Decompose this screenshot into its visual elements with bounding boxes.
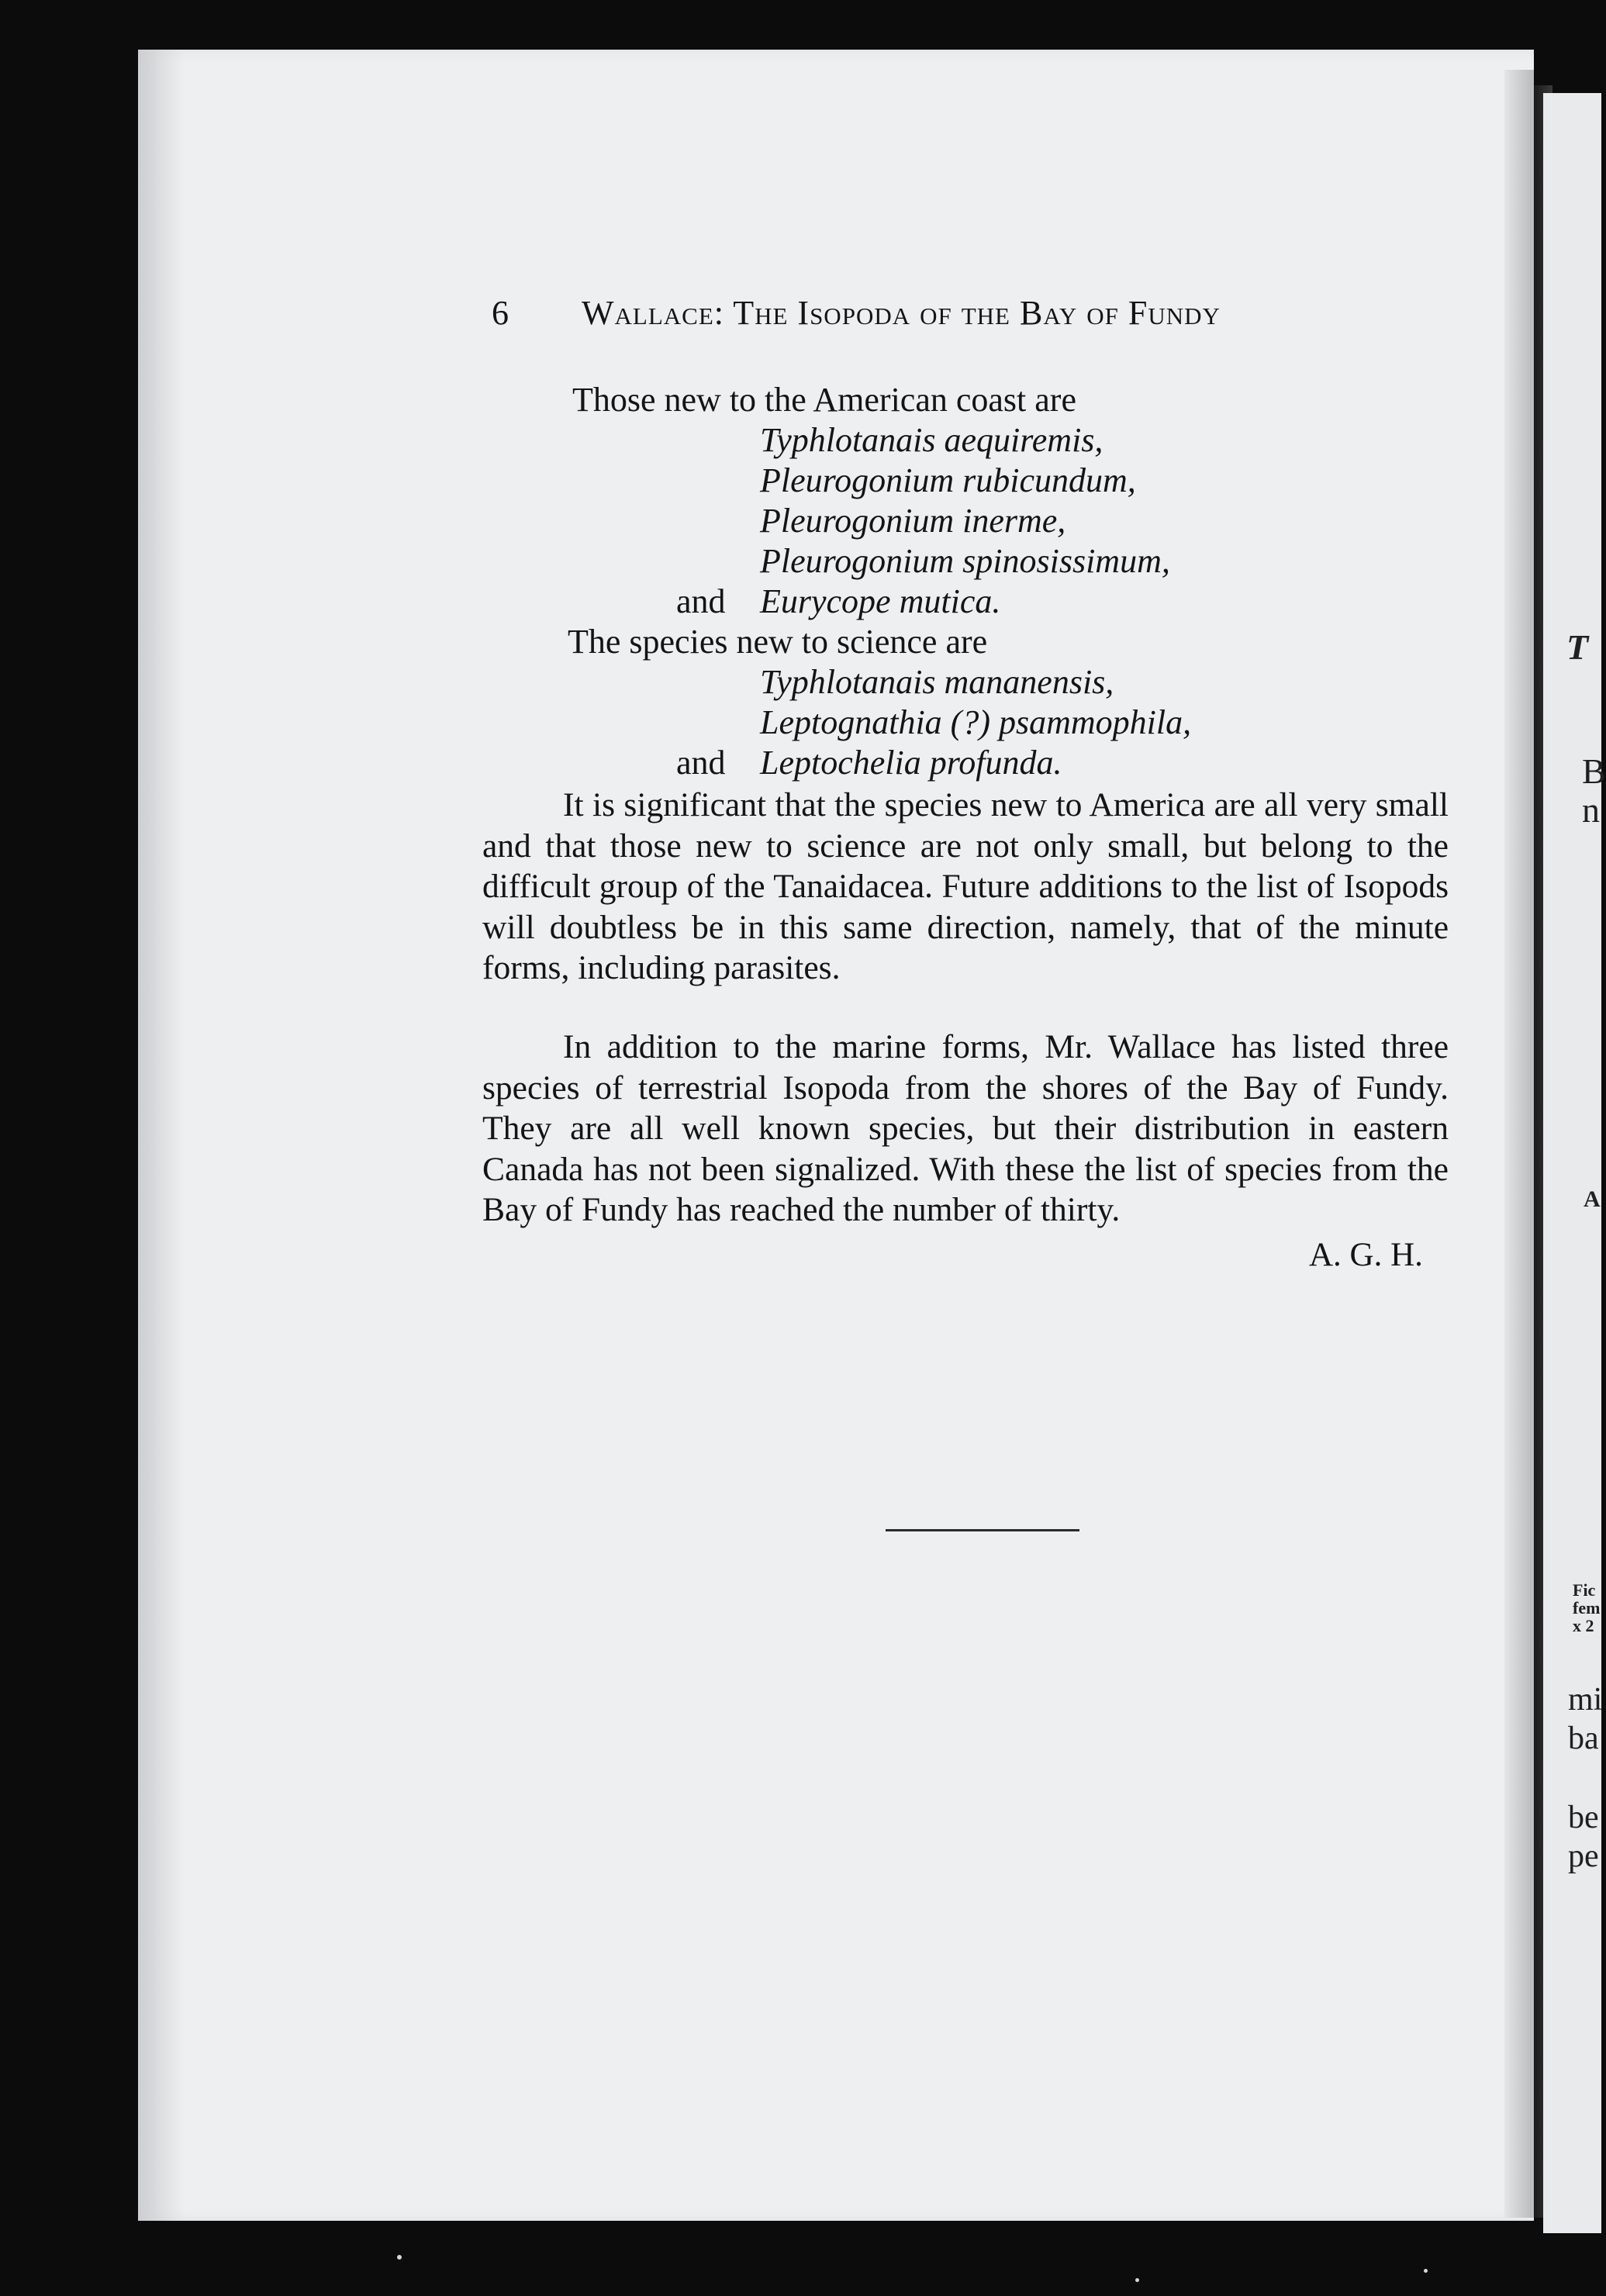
adjacent-fragment: pe [1568, 1839, 1599, 1874]
species-item: Eurycope mutica. [760, 582, 1001, 620]
adjacent-fragment: Fic [1573, 1580, 1596, 1600]
page-binding-shadow [138, 50, 185, 2221]
adjacent-fragment: be [1568, 1800, 1599, 1835]
adjacent-fragment: A [1584, 1186, 1601, 1212]
adjacent-fragment: B [1582, 751, 1606, 791]
conjunction-and: and [676, 744, 726, 782]
page-number: 6 [492, 294, 509, 332]
running-header [492, 293, 1422, 340]
adjacent-fragment: T [1566, 627, 1589, 667]
list-intro-american: Those new to the American coast are [572, 381, 1076, 419]
film-speck [1424, 2269, 1428, 2273]
adjacent-fragment: mi [1568, 1682, 1603, 1718]
author-initials: A. G. H. [1309, 1237, 1423, 1273]
species-item: Leptochelia profunda. [760, 744, 1062, 782]
species-item: Typhlotanais aequiremis, [760, 421, 1103, 459]
running-title: Wallace: The Isopoda of the Bay of Fundy [582, 294, 1221, 332]
section-divider [886, 1529, 1079, 1531]
species-item: Pleurogonium inerme, [760, 502, 1066, 540]
adjacent-fragment: fem [1573, 1598, 1601, 1618]
body-paragraph: It is significant that the species new to America are all very small and that those new to science are not only small, but belong to the difficult group of the Tanaidacea. Future additions to the list of Isopods will doubtless be in this same direction, namely, that of the minute forms, including parasites. [482, 786, 1449, 986]
list-intro-science: The species new to science are [568, 623, 988, 661]
adjacent-fragment: n [1582, 790, 1600, 830]
adjacent-page [1543, 93, 1601, 2233]
species-item: Typhlotanais mananensis, [760, 663, 1114, 701]
adjacent-fragment: ba [1568, 1721, 1599, 1756]
species-item: Leptognathia (?) psammophila, [760, 703, 1192, 741]
film-speck [1135, 2278, 1139, 2282]
adjacent-fragment: x 2 [1573, 1616, 1594, 1635]
body-paragraph: In addition to the marine forms, Mr. Wallace has listed three species of terrestrial Isopoda from the shores of the Bay of Fundy. They are all well known species, but their distribution in eastern Canada has not been signalized. With these the list of species from the Bay of Fundy has reached the number of thirty. [482, 1028, 1449, 1228]
film-speck [397, 2255, 402, 2260]
species-item: Pleurogonium rubicundum, [760, 461, 1136, 499]
page-edge [1504, 70, 1534, 2218]
species-item: Pleurogonium spinosissimum, [760, 542, 1170, 580]
conjunction-and: and [676, 582, 726, 620]
